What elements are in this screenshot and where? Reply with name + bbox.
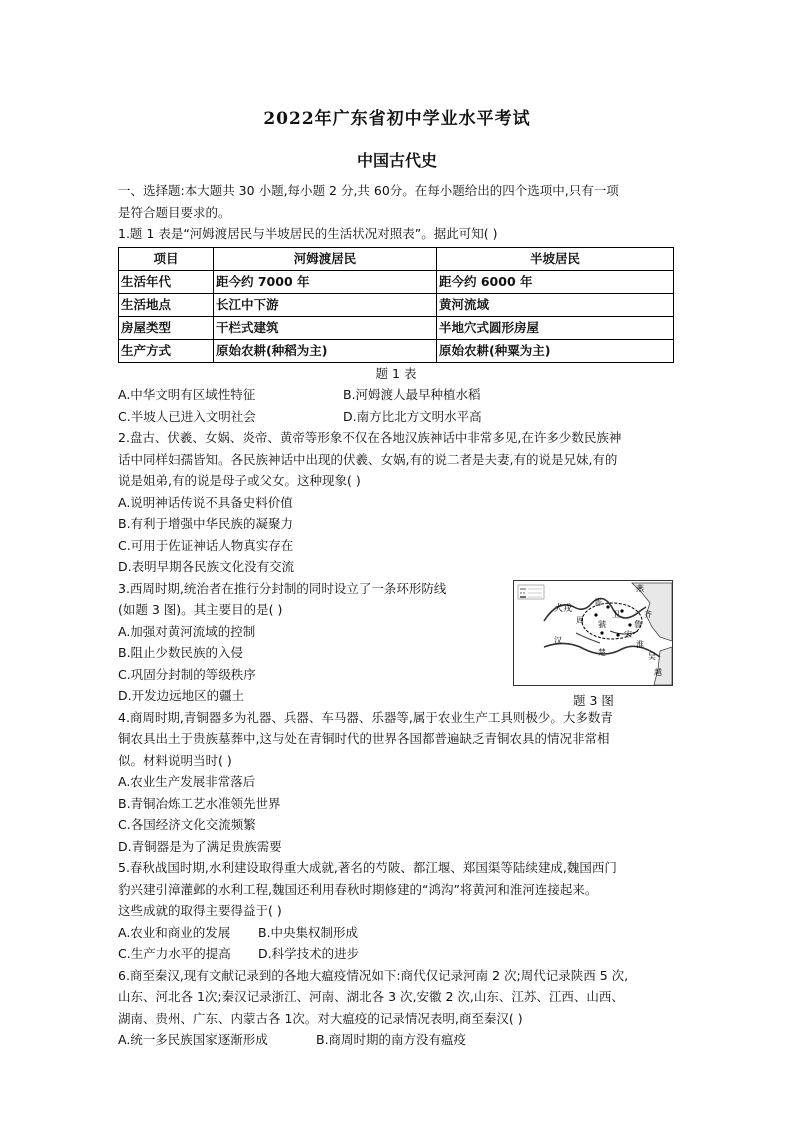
q1-stem: 1.题 1 表是“河姆渡居民与半坡居民的生活状况对照表”。据此可知( ) [118, 226, 498, 241]
q6-stem-line: 湖南、贵州、广东、内蒙古各 1次。对大瘟疫的记录情况表明,商至秦汉( ) [118, 1010, 523, 1026]
page-title: 2022年广东省初中学业水平考试 [263, 109, 531, 129]
table-cell: 房屋类型 [119, 316, 214, 339]
q2-stem-line: 2.盘古、伏羲、女娲、炎帝、黄帝等形象不仅在各地汉族神话中非常多见,在许多少数民族神 [118, 430, 622, 445]
table-cell: 距今约 7000 年 [214, 270, 437, 293]
q3-stem-line: 3.西周时期,统治者在推行分封制的同时设立了一条环形防线 [118, 580, 447, 596]
option-d[interactable]: D.青铜器是为了满足贵族需要 [118, 838, 282, 854]
table-row [119, 270, 674, 293]
q6-stem-line: 6.商至秦汉,现有文献记录到的各地大瘟疫情况如下:商代仅记录河南 2 次;周代记录陕西 5 次, [118, 967, 629, 983]
q1-options-row [118, 384, 678, 406]
option-c[interactable]: C.生产力水平的提高 [118, 946, 231, 961]
q6-options-row [118, 1029, 678, 1051]
q6-stem-line: 山东、河北各 1次;秦汉记录浙江、河南、湖北各 3 次,安徽 2 次,山东、江苏、江西、山西、 [118, 989, 624, 1004]
option-c[interactable]: C.各国经济文化交流频繁 [118, 817, 256, 832]
map-label: 鲁 [634, 619, 642, 629]
table-cell: 半地穴式圆形房屋 [437, 316, 674, 339]
option-d[interactable]: D.南方比北方文明水平高 [343, 408, 482, 424]
table-header-row [119, 247, 674, 270]
q4-stem-line: 铜农具出土于贵族墓葬中,这与处在青铜时代的世界各国都普遍缺乏青铜农具的情况非常相 [118, 731, 610, 746]
table-row [119, 293, 674, 316]
q3-block [118, 578, 678, 707]
option-c[interactable]: C.半坡人已进入文明社会 [118, 408, 256, 424]
q2-stem-line: 说是姐弟,有的说是母子或父女。这种现象( ) [118, 473, 361, 488]
q3-stem-line: (如题 3 图)。其主要目的是( ) [118, 602, 283, 617]
option-c[interactable]: C.可用于佐证神话人物真实存在 [118, 537, 294, 553]
option-a[interactable]: A.中华文明有区域性特征 [118, 387, 256, 402]
option-b[interactable]: B.青铜冶炼工艺水准领先世界 [118, 795, 281, 811]
table-header-cell: 半坡居民 [437, 247, 674, 270]
option-a[interactable]: A.农业和商业的发展 [118, 924, 231, 940]
option-d[interactable]: D.开发边远地区的疆土 [118, 688, 245, 703]
q5-options-row [118, 943, 678, 965]
option-b[interactable]: B.中央集权制形成 [258, 924, 359, 940]
q4-stem-line: 4.商周时期,青铜器多为礼器、兵器、车马器、乐器等,属于农业生产工具则极少。大多数青 [118, 709, 613, 725]
option-a[interactable]: A.统一多民族国家逐渐形成 [118, 1032, 268, 1047]
option-a[interactable]: A.加强对黄河流域的控制 [118, 623, 256, 639]
table-cell: 原始农耕(种稻为主) [214, 339, 437, 362]
q4-stem-line: 似。材料说明当时( ) [118, 752, 232, 768]
q5-stem-line: 这些成就的取得主要得益于( ) [118, 903, 282, 918]
option-b[interactable]: B.河姆渡人最早种植水稻 [343, 387, 481, 402]
exam-content [118, 180, 678, 1051]
table-cell: 生活地点 [119, 293, 214, 316]
option-a[interactable]: A.说明神话传说不具备史料价值 [118, 494, 293, 510]
q1-table [118, 247, 674, 363]
option-a[interactable]: A.农业生产发展非常落后 [118, 774, 256, 789]
section-heading-line: 一、选择题:本大题共 30 小题,每小题 2 分,共 60分。在每小题给出的四个选项中,只有一项 [118, 183, 619, 198]
map-label: 吴 [648, 651, 656, 661]
q1-options-row [118, 406, 678, 428]
q3-text [118, 578, 498, 707]
q5-stem-line: 豹兴建引漳灌邺的水利工程,魏国还利用春秋时期修建的“鸿沟”将黄河和淮河连接起来。 [118, 881, 598, 897]
option-b[interactable]: B.有利于增强中华民族的凝聚力 [118, 516, 294, 531]
q2-stem-line: 话中同样妇孺皆知。各民族神话中出现的伏羲、女娲,有的说二者是夫妻,有的说是兄妹,有的 [118, 451, 618, 467]
table-cell: 干栏式建筑 [214, 316, 437, 339]
option-d[interactable]: D.表明早期各民族文化没有交流 [118, 559, 295, 574]
map-label: 周 [576, 615, 584, 625]
map-label: 晋 [594, 597, 602, 607]
table-cell: 距今约 6000 年 [437, 270, 674, 293]
map-label: 越 [654, 667, 662, 677]
table-cell: 长江中下游 [214, 293, 437, 316]
table-cell: 黄河流域 [437, 293, 674, 316]
section-heading-line: 是符合题目要求的。 [118, 204, 231, 220]
q5-options-row [118, 922, 678, 944]
q3-map-figure [513, 580, 673, 686]
table-cell: 生产方式 [119, 339, 214, 362]
map-label: 卫 [612, 609, 620, 619]
option-d[interactable]: D.科学技术的进步 [258, 946, 360, 961]
table-row [119, 316, 674, 339]
option-b[interactable]: B.阻止少数民族的入侵 [118, 645, 244, 660]
q1-caption: 题 1 表 [375, 365, 417, 381]
table-cell: 原始农耕(种粟为主) [437, 339, 674, 362]
page-subtitle: 中国古代史 [356, 151, 437, 170]
option-c[interactable]: C.巩固分封制的等级秩序 [118, 666, 256, 682]
table-header-cell: 河姆渡居民 [214, 247, 437, 270]
map-label: 宋 [624, 629, 632, 639]
map-label: 犬戎 [554, 603, 573, 614]
q3-caption: 题 3 图 [573, 692, 614, 708]
table-cell: 生活年代 [119, 270, 214, 293]
table-row [119, 339, 674, 362]
table-header-cell: 项目 [119, 247, 214, 270]
map-label: 燕 [636, 583, 644, 593]
map-label: 淮 [636, 639, 644, 649]
map-label: 虢 [598, 619, 606, 629]
map-label: 楚 [598, 647, 606, 657]
option-b[interactable]: B.商周时期的南方没有瘟疫 [316, 1032, 467, 1047]
q5-stem-line: 5.春秋战国时期,水利建设取得重大成就,著名的芍陂、都江堰、郑国渠等陆续建成,魏国西门 [118, 860, 617, 875]
map-label: 齐 [644, 609, 652, 619]
map-label: 汉 [554, 635, 562, 645]
